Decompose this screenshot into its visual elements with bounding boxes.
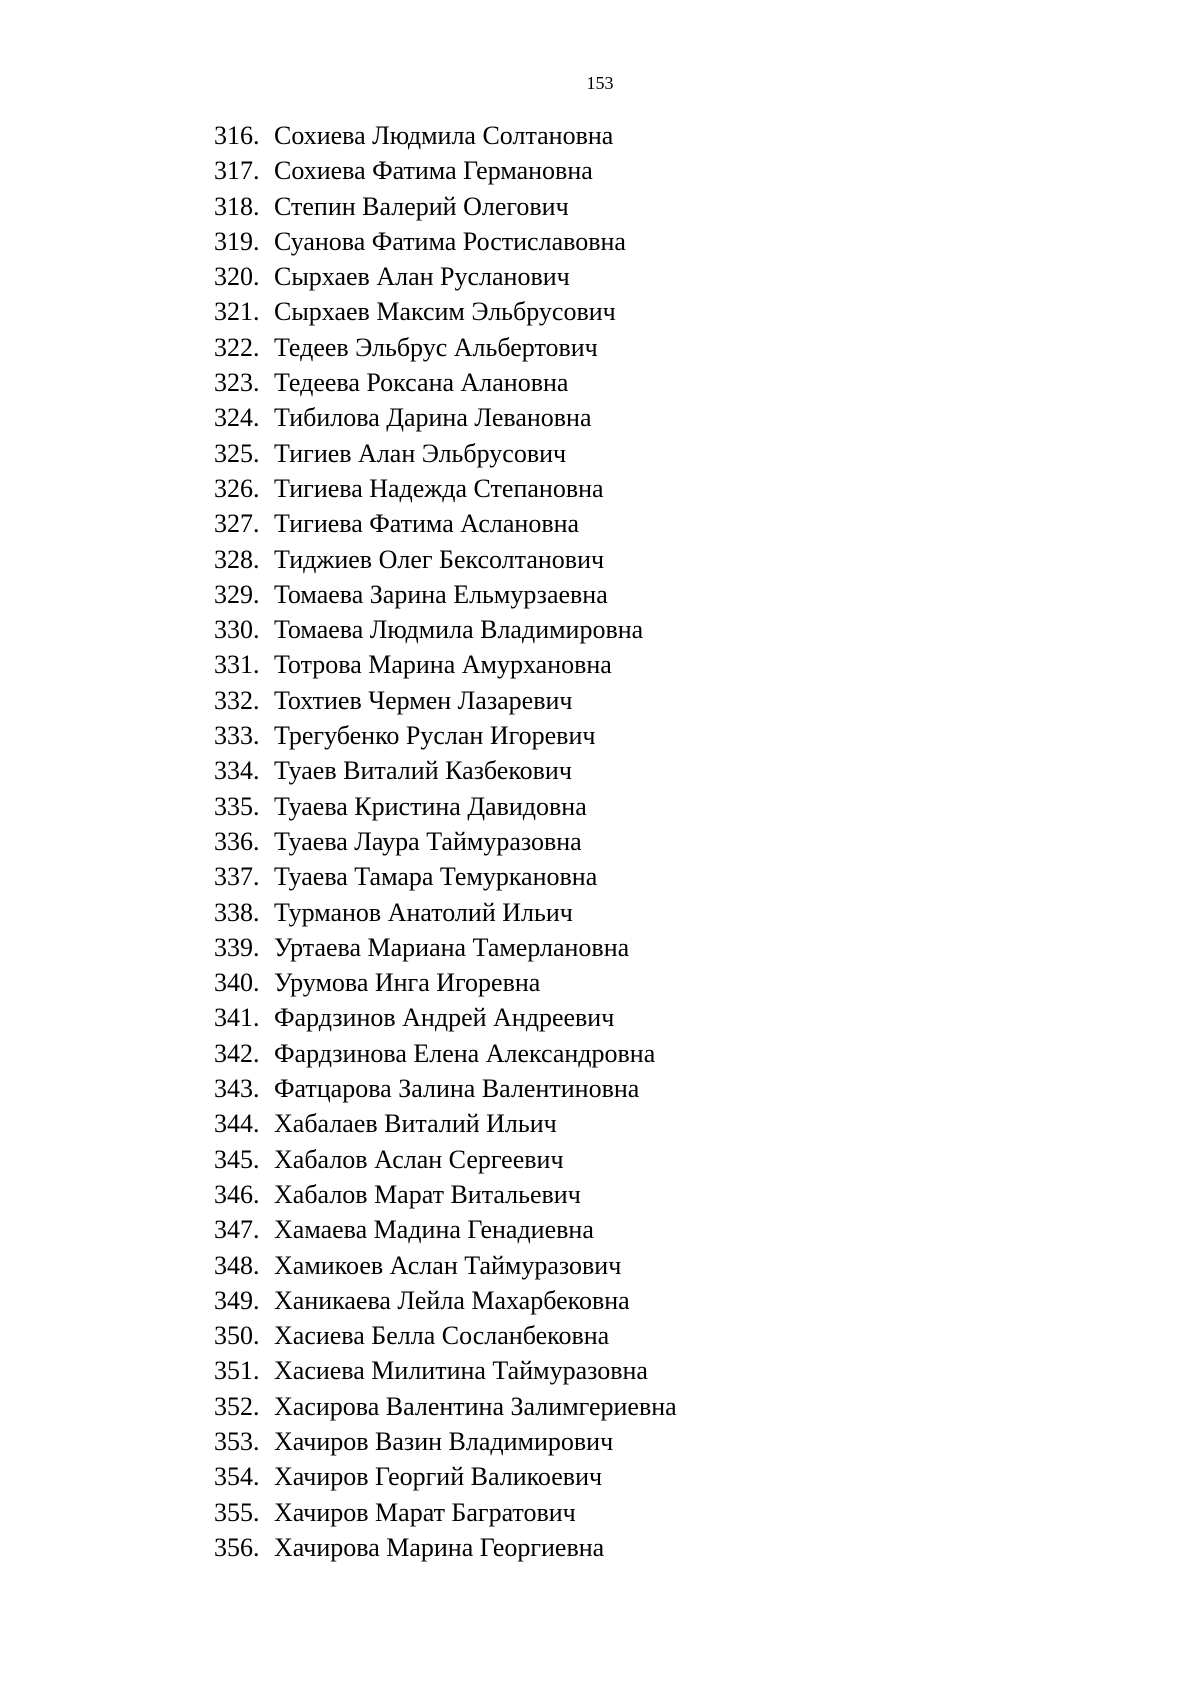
item-name: Сохиева Фатима Германовна [274,156,593,186]
item-number: 350. [214,1321,260,1351]
item-number: 326. [214,473,260,503]
list-item [214,189,677,224]
item-name: Хамаева Мадина Генадиевна [274,1215,594,1245]
item-name: Хачиров Марат Багратович [274,1497,576,1527]
item-number: 318. [214,191,260,221]
item-name: Туаева Лаура Таймуразовна [274,826,582,856]
item-number: 339. [214,932,260,962]
item-number: 354. [214,1462,260,1492]
item-name: Хасиева Белла Сосланбековна [274,1321,610,1351]
item-name: Хабалов Аслан Сергеевич [274,1144,564,1174]
list-item [214,718,677,753]
item-number: 327. [214,509,260,539]
item-name: Тигиева Фатима Аслановна [274,509,580,539]
list-item [214,1459,677,1494]
item-name: Хамикоев Аслан Таймуразович [274,1250,622,1280]
item-name: Туаев Виталий Казбекович [274,756,572,786]
list-item [214,965,677,1000]
item-name: Уртаева Мариана Тамерлановна [274,932,630,962]
item-name: Ханикаева Лейла Махарбековна [274,1285,630,1315]
name-list [214,118,677,1565]
list-item [214,612,677,647]
list-item [214,294,677,329]
item-number: 335. [214,791,260,821]
item-number: 316. [214,121,260,150]
list-item [214,1071,677,1106]
item-name: Хасиева Милитина Таймуразовна [274,1356,648,1386]
item-name: Сырхаев Алан Русланович [274,262,570,292]
list-item [214,1389,677,1424]
item-number: 355. [214,1497,260,1527]
item-name: Тигиева Надежда Степановна [274,473,604,503]
list-item [214,506,677,541]
list-item [214,365,677,400]
list-item [214,153,677,188]
list-item [214,1036,677,1071]
item-name: Туаева Кристина Давидовна [274,791,587,821]
list-item [214,400,677,435]
list-item [214,577,677,612]
item-name: Тиджиев Олег Бексолтанович [274,544,605,574]
item-number: 331. [214,650,260,680]
item-number: 356. [214,1532,260,1562]
item-number: 333. [214,721,260,751]
item-number: 343. [214,1074,260,1104]
list-item [214,859,677,894]
item-name: Фатцарова Залина Валентиновна [274,1074,640,1104]
list-item [214,824,677,859]
list-item [214,753,677,788]
list-item [214,1177,677,1212]
item-number: 347. [214,1215,260,1245]
item-name: Хачиров Вазин Владимирович [274,1426,614,1456]
item-name: Турманов Анатолий Ильич [274,897,573,927]
list-item [214,118,677,153]
item-number: 325. [214,438,260,468]
item-name: Трегубенко Руслан Игоревич [274,721,596,751]
item-name: Тохтиев Чермен Лазаревич [274,685,573,715]
item-number: 351. [214,1356,260,1386]
item-number: 317. [214,156,260,186]
item-name: Тедеев Эльбрус Альбертович [274,332,598,362]
list-item [214,1495,677,1530]
item-name: Тедеева Роксана Алановна [274,368,569,398]
item-number: 342. [214,1038,260,1068]
item-number: 352. [214,1391,260,1421]
list-item [214,1318,677,1353]
item-name: Суанова Фатима Ростиславовна [274,226,626,256]
item-number: 332. [214,685,260,715]
list-item [214,1106,677,1141]
item-name: Хабалов Марат Витальевич [274,1179,581,1209]
item-number: 328. [214,544,260,574]
list-item [214,259,677,294]
list-item [214,1142,677,1177]
list-item [214,1424,677,1459]
list-item [214,789,677,824]
item-number: 322. [214,332,260,362]
item-name: Хачиров Георгий Валикоевич [274,1462,603,1492]
item-name: Хасирова Валентина Залимгериевна [274,1391,677,1421]
item-number: 349. [214,1285,260,1315]
item-number: 346. [214,1179,260,1209]
item-name: Тибилова Дарина Левановна [274,403,592,433]
list-item [214,224,677,259]
item-number: 348. [214,1250,260,1280]
item-number: 340. [214,968,260,998]
item-number: 320. [214,262,260,292]
list-item [214,471,677,506]
item-name: Хачирова Марина Георгиевна [274,1532,605,1562]
item-name: Фардзинов Андрей Андреевич [274,1003,615,1033]
list-item [214,895,677,930]
item-number: 338. [214,897,260,927]
item-name: Тотрова Марина Амурхановна [274,650,612,680]
item-number: 353. [214,1426,260,1456]
item-name: Томаева Зарина Ельмурзаевна [274,579,608,609]
item-number: 323. [214,368,260,398]
list-item [214,436,677,471]
list-item [214,1000,677,1035]
list-item [214,542,677,577]
item-number: 330. [214,615,260,645]
item-number: 324. [214,403,260,433]
list-item [214,1248,677,1283]
item-number: 344. [214,1109,260,1139]
item-name: Туаева Тамара Темуркановна [274,862,598,892]
item-name: Томаева Людмила Владимировна [274,615,644,645]
item-number: 334. [214,756,260,786]
item-number: 341. [214,1003,260,1033]
item-name: Хабалаев Виталий Ильич [274,1109,557,1139]
item-name: Степин Валерий Олегович [274,191,569,221]
list-item [214,1283,677,1318]
item-name: Сырхаев Максим Эльбрусович [274,297,616,327]
list-item [214,683,677,718]
item-name: Фардзинова Елена Александровна [274,1038,656,1068]
item-number: 329. [214,579,260,609]
list-item [214,930,677,965]
list-item [214,1212,677,1247]
item-number: 336. [214,826,260,856]
item-name: Сохиева Людмила Солтановна [274,121,614,150]
list-item [214,330,677,365]
list-item [214,1353,677,1388]
item-number: 319. [214,226,260,256]
item-name: Тигиев Алан Эльбрусович [274,438,567,468]
list-item [214,1530,677,1565]
page-number: 153 [586,73,614,93]
item-number: 337. [214,862,260,892]
list-item [214,647,677,682]
item-number: 321. [214,297,260,327]
item-number: 345. [214,1144,260,1174]
item-name: Урумова Инга Игоревна [274,968,541,998]
